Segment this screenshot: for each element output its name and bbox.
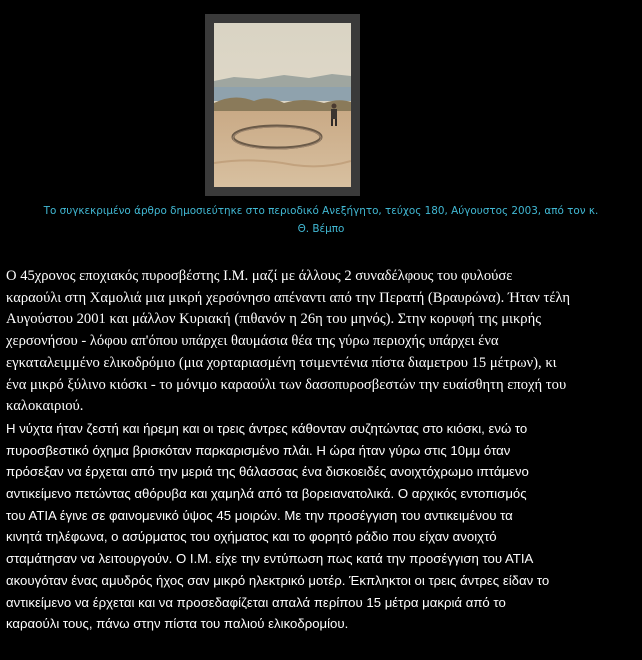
text-line: πρόσεξαν να έρχεται από την μεριά της θάλασσας ένα δισκοειδές ανοιχτόχρωμο ιπτάμενο (6, 464, 529, 480)
text-line: εγκαταλειμμένο ελικοδρόμιο (μια χορταριασμένη τσιμεντένια πίστα διαμετρου 15 μέτρων), κι (6, 354, 557, 371)
caption-line: Το συγκεκριμένο άρθρο δημοσιεύτηκε στο περιοδικό Ανεξήγητο, τεύχος 180, Αύγουστος 2003, από τον κ. (43, 205, 599, 217)
text-line: του ΑΤΙΑ έγινε σε φαινομενικό ύψος 45 μοιρών. Με την προσέγγιση του αντικειμένου τα (6, 507, 513, 523)
article-paragraph (6, 418, 634, 635)
text-line: καραούλι στη Χαμολιά μια μικρή χερσόνησο απέναντι από την Περατή (Βραυρώνα). Ήταν τέλη (6, 289, 571, 306)
text-line: χερσονήσου - λόφου απ'όπου υπάρχει θαυμάσια θέα της γύρω περιοχής υπάρχει ένα (6, 333, 499, 350)
text-line: πυροσβεστικό όχημα βρισκόταν παρκαρισμένο πλάι. Η ώρα ήταν γύρω στις 10μμ όταν (6, 442, 511, 458)
photo-frame (205, 14, 360, 196)
text-line: ένα μικρό ξύλινο κιόσκι - το μόνιμο καραούλι των δασοπυροσβεστών την ευαίσθητη εποχή του (6, 376, 567, 393)
text-line: Η νύχτα ήταν ζεστή και ήρεμη και οι τρεις άντρες κάθονταν συζητώντας στο κιόσκι, ενώ το (6, 420, 528, 436)
helipad-photo (214, 23, 351, 187)
text-line: αντικείμενο να έρχεται και να προσεδαφίζεται απαλά περίπου 15 μέτρα μακριά από το (6, 594, 506, 610)
photo-caption (28, 202, 614, 238)
text-line: Ο 45χρονος εποχιακός πυροσβέστης Ι.Μ. μαζί με άλλους 2 συναδέλφους του φυλούσε (6, 268, 513, 284)
article-paragraph (6, 266, 634, 418)
text-line: ακουγόταν ένας αμυδρός ήχος σαν μικρό ηλεκτρικό μοτέρ. Έκπληκτοι οι τρεις άντρες είδαν το (6, 572, 550, 588)
text-line: κινητά τηλέφωνα, ο ασύρματος του οχήματος και το φορητό ράδιο που είχαν ανοιχτό (6, 529, 497, 545)
text-line: καλοκαιριού. (6, 398, 84, 415)
article-body (6, 266, 634, 635)
text-line: σταμάτησαν να λειτουργούν. Ο Ι.Μ. είχε την εντύπωση πως κατά την προσέγγιση του ΑΤΙΑ (6, 551, 534, 567)
text-line: αντικείμενο πετώντας αθόρυβα και χαμηλά από τα βορειανατολικά. Ο αρχικός εντοπισμός (6, 486, 527, 502)
text-line: καραούλι τους, πάνω στην πίστα του παλιού ελικοδρομίου. (6, 616, 349, 632)
text-line: Αυγούστου 2001 και μάλλον Κυριακή (πιθανόν η 26η του μηνός). Στην κορυφή της μικρής (6, 311, 541, 328)
caption-line: Θ. Βέμπο (297, 223, 345, 235)
